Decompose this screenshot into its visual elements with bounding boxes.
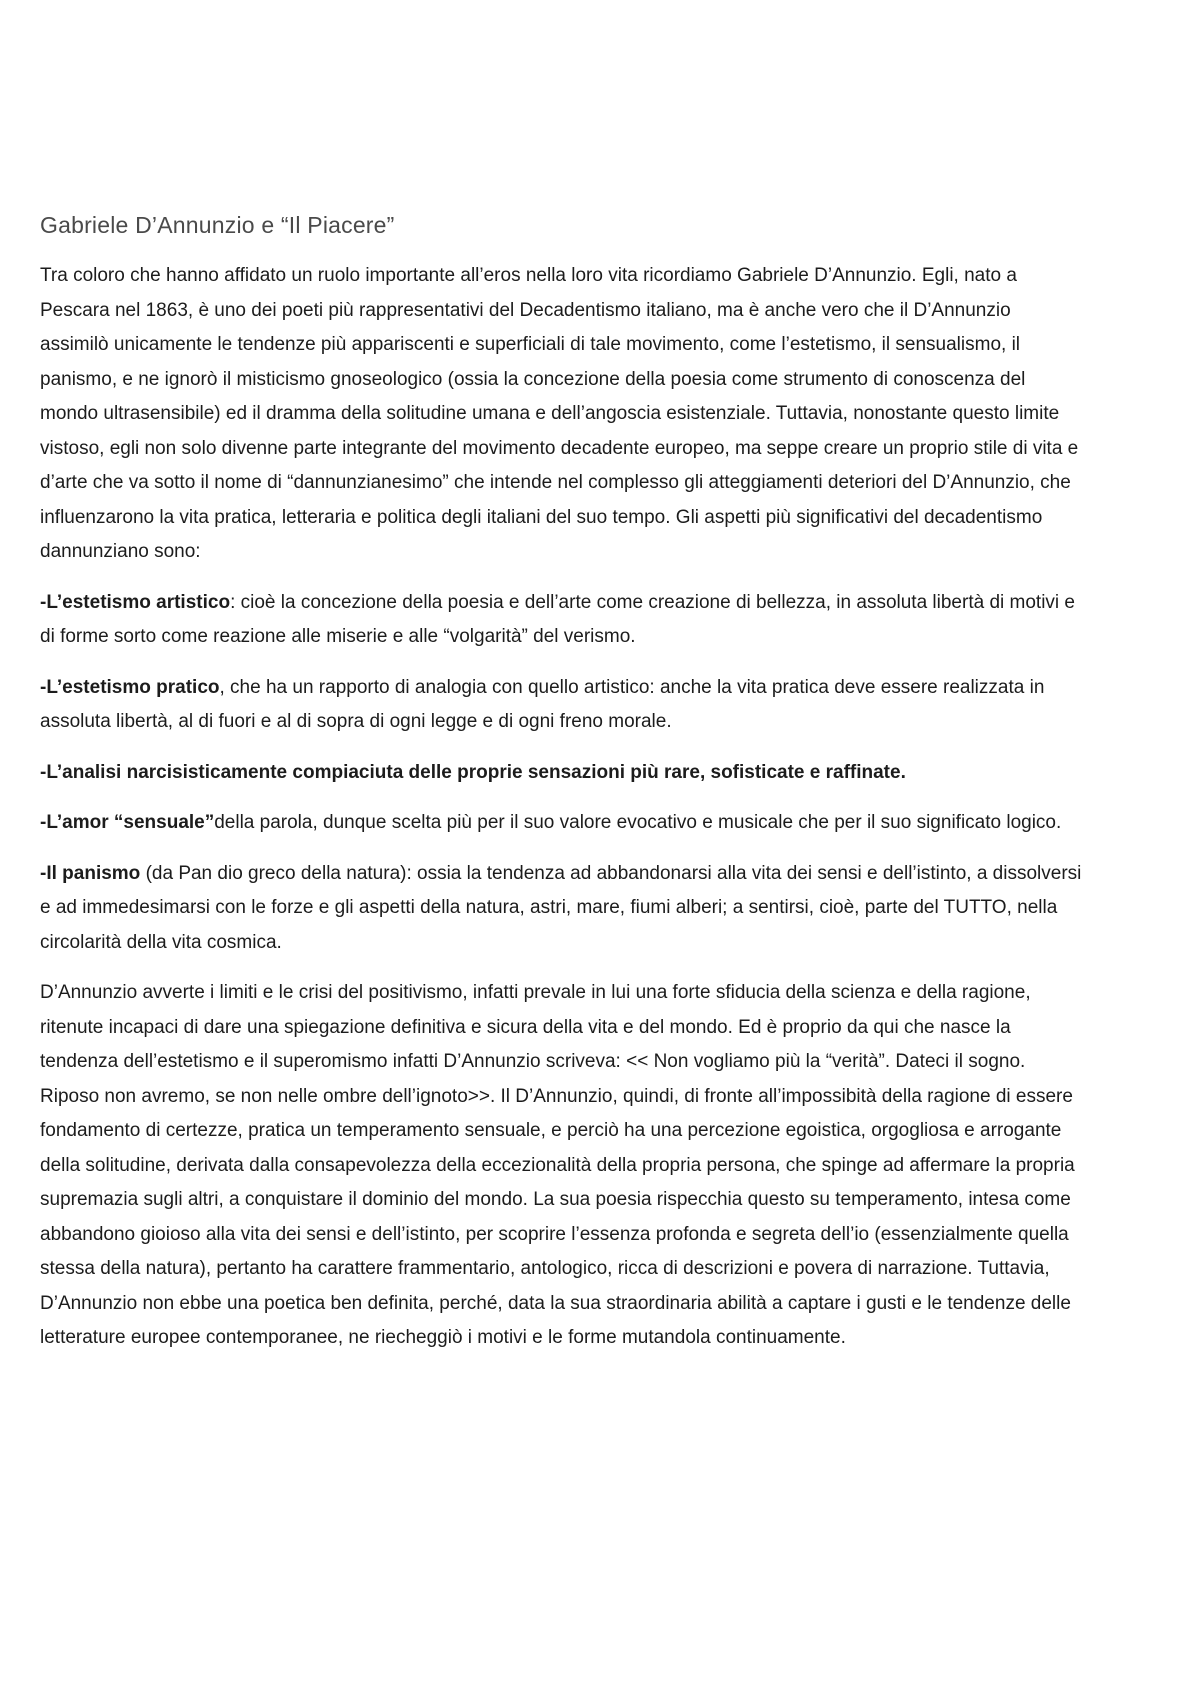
point-analisi-narcisistica — [40, 756, 1082, 791]
document-title: Gabriele D’Annunzio e “Il Piacere” — [40, 212, 395, 238]
point-lead: -L’estetismo artistico — [40, 591, 231, 613]
point-lead: -L’amor “sensuale” — [40, 812, 215, 833]
point-text: , che ha un rapporto di analogia con quello artistico: anche la vita pratica deve essere realizzata in assoluta libertà, al di fuori e al di sopra di ogni legge e di ogni freno morale. — [40, 676, 1045, 732]
point-lead: -L’estetismo pratico — [40, 676, 220, 698]
point-estetismo-pratico — [40, 671, 1082, 740]
intro-paragraph: Tra coloro che hanno affidato un ruolo importante all’eros nella loro vita ricordiamo Gabriele D’Annunzio. Egli, nato a Pescara nel 1863, è uno dei poeti più rappresentativi del Decadentismo italiano, ma è anche vero che il D’Annunzio assimilò unicamente le tendenze più appariscenti e superficiali di tale movimento, come l’estetismo, il sensualismo, il panismo, e ne ignorò il misticismo gnoseologico (ossia la concezione della poesia come strumento di conoscenza del mondo ultrasensibile) ed il dramma della solitudine umana e dell’angoscia esistenziale. Tuttavia, nonostante questo limite vistoso, egli non solo divenne parte integrante del movimento decadente europeo, ma seppe creare un proprio stile di vita e d’arte che va sotto il nome di “dannunzianesimo” che intende nel complesso gli atteggiamenti deteriori del D’Annunzio, che influenzarono la vita pratica, letteraria e politica degli italiani del suo tempo. Gli aspetti più significativi del decadentismo dannunziano sono: — [40, 265, 1079, 562]
point-lead: -Il panismo — [40, 862, 141, 884]
point-text: della parola, dunque scelta più per il suo valore evocativo e musicale che per il suo significato logico. — [214, 812, 1062, 833]
closing-paragraph: D’Annunzio avverte i limiti e le crisi del positivismo, infatti prevale in lui una forte sfiducia della scienza e della ragione, ritenute incapaci di dare una spiegazione definitiva e sicura della vita e del mondo. Ed è proprio da qui che nasce la tendenza dell’estetismo e il superomismo infatti D’Annunzio scriveva: << Non vogliamo più la “verità”. Dateci il sogno. Riposo non avremo, se non nelle ombre dell’ignoto>>. Il D’Annunzio, quindi, di fronte all’impossibità della ragione di essere fondamento di certezze, pratica un temperamento sensuale, e perciò ha una percezione egoistica, orgogliosa e arrogante della solitudine, derivata dalla consapevolezza della eccezionalità della propria persona, che spinge ad affermare la propria supremazia sugli altri, a conquistare il dominio del mondo. La sua poesia rispecchia questo su temperamento, intesa come abbandono gioioso alla vita dei sensi e dell’istinto, per scoprire l’essenza profonda e segreta dell’io (essenzialmente quella stessa della natura), pertanto ha carattere frammentario, antologico, ricca di descrizioni e povera di narrazione. Tuttavia, D’Annunzio non ebbe una poetica ben definita, perché, data la sua straordinaria abilità a captare i gusti e le tendenze delle letterature europee contemporanee, ne riecheggiò i motivi e le forme mutandola continuamente. — [40, 982, 1075, 1348]
point-text: : cioè la concezione della poesia e dell’arte come creazione di bellezza, in assoluta libertà di motivi e di forme sorto come reazione alle miserie e alle “volgarità” del verismo. — [40, 591, 1075, 647]
point-amor-sensuale — [40, 806, 1082, 841]
point-text: (da Pan dio greco della natura): ossia la tendenza ad abbandonarsi alla vita dei sensi e dell’istinto, a dissolversi e ad immedesimarsi con le forze e gli aspetti della natura, astri, mare, fiumi alberi; a sentirsi, cioè, parte del TUTTO, nella circolarità della vita cosmica. — [40, 862, 1082, 953]
point-panismo — [40, 857, 1082, 961]
point-lead: -L’analisi narcisisticamente compiaciuta delle proprie sensazioni più rare, sofisticate e raffinate. — [40, 761, 906, 783]
point-estetismo-artistico — [40, 586, 1082, 655]
